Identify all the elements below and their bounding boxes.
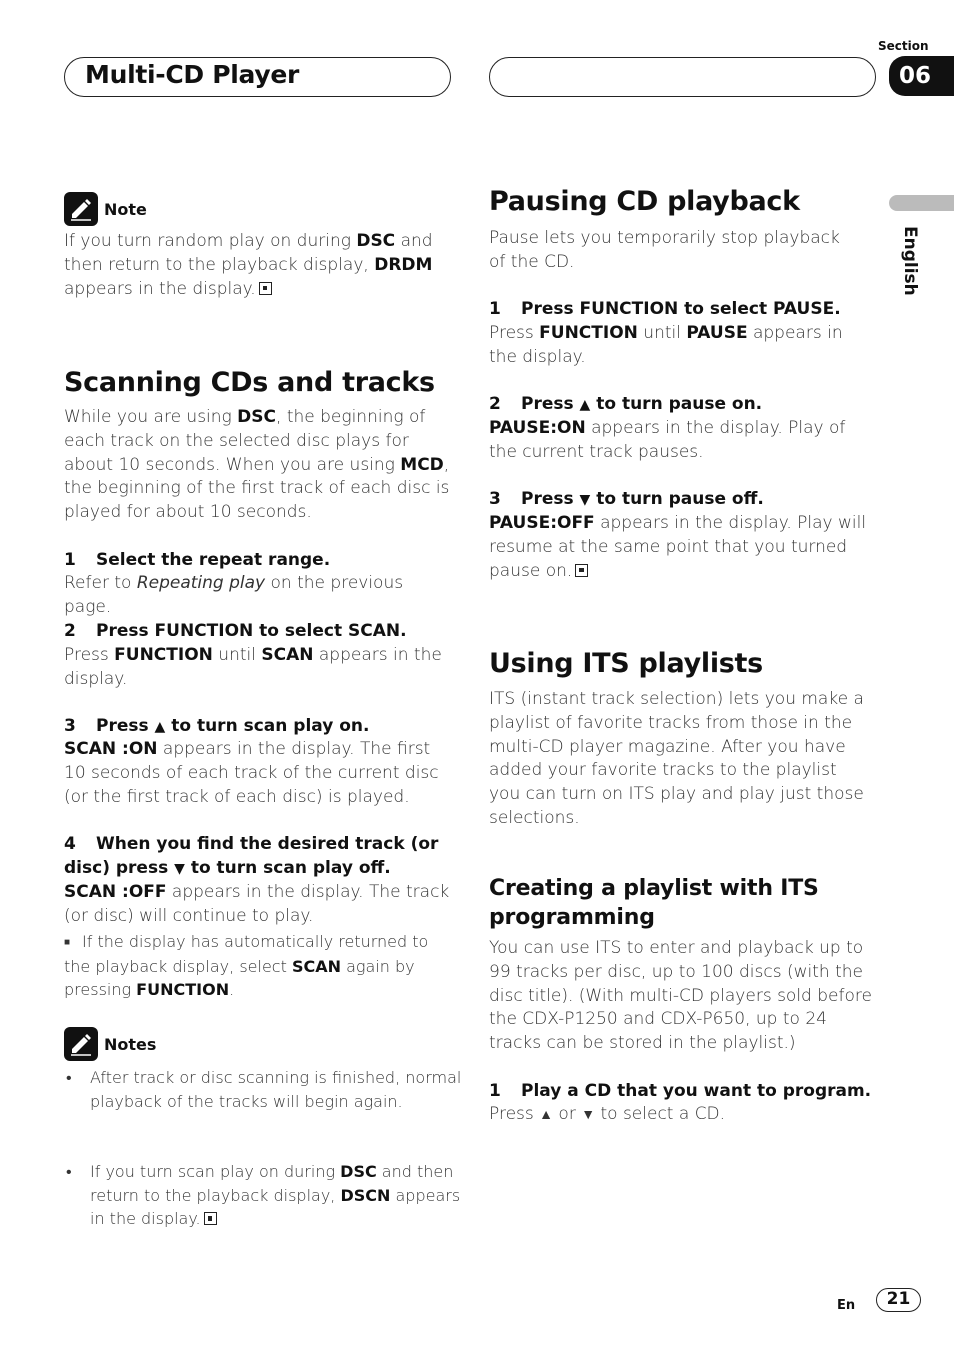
pause-step-1-title: 1 Press FUNCTION to select PAUSE.: [489, 299, 841, 319]
its-step-1-title: 1 Play a CD that you want to program.: [489, 1081, 872, 1101]
scan-step-3-text: SCAN :ON appears in the display. The first 10 seconds of each track of the current disc (or the first track of each disc) is played.: [64, 739, 439, 807]
its-sub-intro: You can use ITS to enter and playback up to 99 tracks per disc, up to 100 discs (with the disc title). (With multi-CD players sold before the CDX-P1250 and CDX-P650, up to 24 tracks can be stored in the playlist.): [489, 938, 872, 1054]
header-empty-frame: [489, 57, 876, 97]
scan-step-2-title: 2 Press FUNCTION to select SCAN.: [64, 621, 407, 641]
section-heading-its: Using ITS playlists: [489, 648, 763, 679]
scan-step-4-subnote: ■ If the display has automatically returned to the playback display, select SCAN again by pressing FUNCTION.: [64, 930, 450, 1002]
scan-step-4-title: 4 When you find the desired track (or disc) press ▼ to turn scan play off.: [64, 834, 439, 878]
notes-item-1: • After track or disc scanning is finished, normal playback of the tracks will begin again.: [64, 1066, 462, 1113]
scan-step-1-text: Refer to Repeating play on the previous page.: [64, 573, 404, 617]
page-number: 21: [876, 1288, 921, 1312]
scan-step-1-title: 1 Select the repeat range.: [64, 550, 331, 570]
note-header: [64, 192, 147, 226]
down-arrow-icon: ▼: [174, 860, 185, 877]
pause-step-3-title: 3 Press ▼ to turn pause off.: [489, 489, 764, 509]
pause-step-3-text: PAUSE:OFF appears in the display. Play will resume at the same point that you turned pause on.: [489, 513, 867, 581]
section-heading-scanning: Scanning CDs and tracks: [64, 367, 435, 398]
notes-item-2: • If you turn scan play on during DSC and then return to the playback display, DSCN appears in the display.: [64, 1160, 462, 1231]
notes-label: Notes: [104, 1034, 157, 1054]
up-arrow-icon: ▲: [539, 1107, 554, 1123]
scan-step-4-text: SCAN :OFF appears in the display. The track (or disc) will continue to play.: [64, 882, 450, 926]
scan-intro: While you are using DSC, the beginning of each track on the selected disc plays for about 10 seconds. When you are using MCD, the beginning of the first track of each disc is played for about 10 seconds.: [64, 407, 450, 523]
page-header-title: Multi-CD Player: [85, 60, 300, 89]
note-label: Note: [104, 199, 147, 219]
down-arrow-icon: ▼: [579, 492, 591, 508]
notes-pencil-icon: [64, 1027, 98, 1061]
pause-intro: Pause lets you temporarily stop playback of the CD.: [489, 228, 840, 272]
note-text: If you turn random play on during DSC and then return to the playback display, DRDM appears in the display.: [64, 231, 433, 299]
scan-step-3-title: 3 Press ▲ to turn scan play on.: [64, 716, 370, 736]
section-number-badge: 06: [889, 56, 954, 96]
down-arrow-icon: ▼: [581, 1107, 596, 1123]
end-mark-icon: [575, 564, 588, 577]
left-column: [64, 0, 462, 1228]
scan-step-2-text: Press FUNCTION until SCAN appears in the display.: [64, 645, 442, 689]
its-intro: ITS (instant track selection) lets you make a playlist of favorite tracks from those in the multi-CD player magazine. After you have added your favorite tracks to the playlist you can turn on ITS play and play just those selections.: [489, 689, 864, 828]
section-heading-pausing: Pausing CD playback: [489, 186, 800, 217]
its-step-1-text: Press ▲ or ▼ to select a CD.: [489, 1104, 726, 1124]
up-arrow-icon: ▲: [154, 719, 166, 735]
section-label: Section: [878, 39, 929, 53]
language-tab-label: English: [900, 226, 920, 296]
pause-step-1-text: Press FUNCTION until PAUSE appears in the display.: [489, 323, 843, 367]
pause-step-2-text: PAUSE:ON appears in the display. Play of the current track pauses.: [489, 418, 846, 462]
notes-header: [64, 1027, 156, 1061]
subheading-creating-playlist: Creating a playlist with ITS programming: [489, 876, 819, 930]
up-arrow-icon: ▲: [579, 397, 591, 413]
pause-step-2-title: 2 Press ▲ to turn pause on.: [489, 394, 763, 414]
note-pencil-icon: [64, 192, 98, 226]
end-mark-icon: [204, 1212, 217, 1225]
end-mark-icon: [259, 282, 272, 295]
footer-language-code: En: [837, 1298, 856, 1313]
language-tab-marker: [889, 195, 954, 211]
